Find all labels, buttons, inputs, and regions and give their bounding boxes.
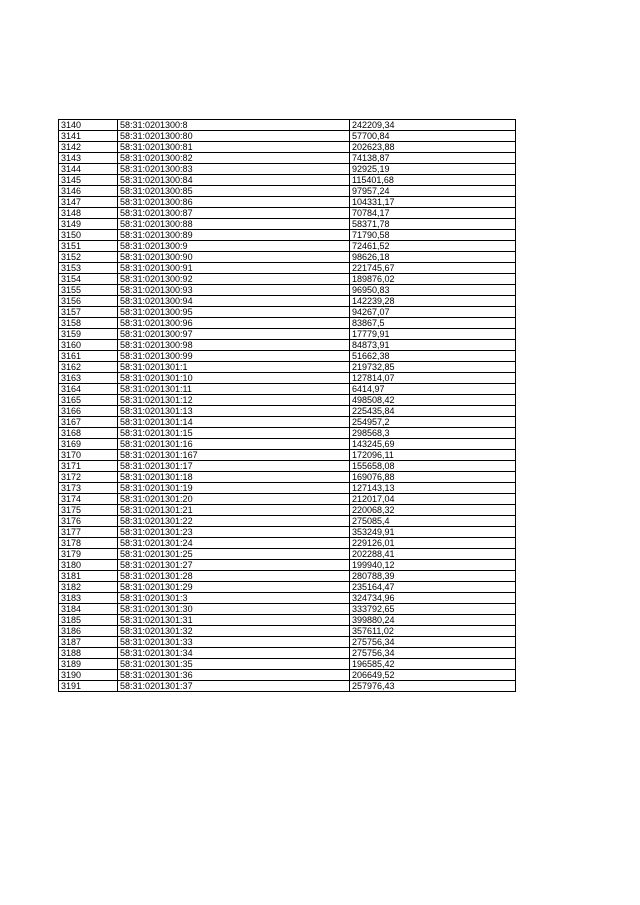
table-row [59, 362, 516, 373]
row-number-cell: 3180 [59, 560, 118, 571]
table-row [59, 208, 516, 219]
cadastral-number-cell: 58:31:0201300:86 [118, 197, 350, 208]
table-row [59, 186, 516, 197]
row-number-cell: 3177 [59, 527, 118, 538]
row-number-cell: 3181 [59, 571, 118, 582]
table-row [59, 560, 516, 571]
value-cell: 127143,13 [350, 483, 516, 494]
row-number-cell: 3185 [59, 615, 118, 626]
row-number-cell: 3155 [59, 285, 118, 296]
cadastral-number-cell: 58:31:0201301:35 [118, 659, 350, 670]
table-row [59, 505, 516, 516]
value-cell: 220068,32 [350, 505, 516, 516]
cadastral-number-cell: 58:31:0201300:93 [118, 285, 350, 296]
row-number-cell: 3179 [59, 549, 118, 560]
cadastral-number-cell: 58:31:0201300:85 [118, 186, 350, 197]
table-row [59, 494, 516, 505]
table-row [59, 307, 516, 318]
cadastral-number-cell: 58:31:0201301:23 [118, 527, 350, 538]
row-number-cell: 3150 [59, 230, 118, 241]
table-row [59, 395, 516, 406]
row-number-cell: 3183 [59, 593, 118, 604]
row-number-cell: 3164 [59, 384, 118, 395]
table-row [59, 351, 516, 362]
value-cell: 357611,02 [350, 626, 516, 637]
row-number-cell: 3141 [59, 131, 118, 142]
table-row [59, 142, 516, 153]
row-number-cell: 3148 [59, 208, 118, 219]
table-row [59, 131, 516, 142]
row-number-cell: 3168 [59, 428, 118, 439]
cadastral-number-cell: 58:31:0201300:96 [118, 318, 350, 329]
value-cell: 298568,3 [350, 428, 516, 439]
cadastral-number-cell: 58:31:0201300:87 [118, 208, 350, 219]
value-cell: 172096,11 [350, 450, 516, 461]
row-number-cell: 3163 [59, 373, 118, 384]
table-row [59, 164, 516, 175]
row-number-cell: 3175 [59, 505, 118, 516]
value-cell: 97957,24 [350, 186, 516, 197]
table-row [59, 626, 516, 637]
cadastral-number-cell: 58:31:0201301:17 [118, 461, 350, 472]
cadastral-number-cell: 58:31:0201301:20 [118, 494, 350, 505]
table-row [59, 527, 516, 538]
value-cell: 72461,52 [350, 241, 516, 252]
table-row [59, 604, 516, 615]
row-number-cell: 3173 [59, 483, 118, 494]
value-cell: 70784,17 [350, 208, 516, 219]
cadastral-number-cell: 58:31:0201301:3 [118, 593, 350, 604]
table-row [59, 483, 516, 494]
row-number-cell: 3154 [59, 274, 118, 285]
row-number-cell: 3144 [59, 164, 118, 175]
value-cell: 221745,67 [350, 263, 516, 274]
table-row [59, 538, 516, 549]
value-cell: 199940,12 [350, 560, 516, 571]
row-number-cell: 3176 [59, 516, 118, 527]
table-row [59, 241, 516, 252]
table-row [59, 230, 516, 241]
cadastral-number-cell: 58:31:0201301:15 [118, 428, 350, 439]
row-number-cell: 3157 [59, 307, 118, 318]
cadastral-number-cell: 58:31:0201301:33 [118, 637, 350, 648]
cadastral-number-cell: 58:31:0201301:30 [118, 604, 350, 615]
cadastral-number-cell: 58:31:0201301:12 [118, 395, 350, 406]
value-cell: 115401,68 [350, 175, 516, 186]
cadastral-number-cell: 58:31:0201301:19 [118, 483, 350, 494]
row-number-cell: 3187 [59, 637, 118, 648]
cadastral-number-cell: 58:31:0201301:11 [118, 384, 350, 395]
value-cell: 229126,01 [350, 538, 516, 549]
table-row [59, 516, 516, 527]
table-row [59, 384, 516, 395]
value-cell: 96950,83 [350, 285, 516, 296]
data-table [58, 119, 516, 692]
table-row [59, 582, 516, 593]
table-row [59, 153, 516, 164]
cadastral-number-cell: 58:31:0201300:83 [118, 164, 350, 175]
cadastral-number-cell: 58:31:0201300:8 [118, 120, 350, 131]
value-cell: 92925,19 [350, 164, 516, 175]
row-number-cell: 3165 [59, 395, 118, 406]
table-row [59, 340, 516, 351]
cadastral-number-cell: 58:31:0201301:25 [118, 549, 350, 560]
value-cell: 196585,42 [350, 659, 516, 670]
cadastral-number-cell: 58:31:0201301:16 [118, 439, 350, 450]
table-row [59, 274, 516, 285]
table-row [59, 681, 516, 692]
value-cell: 275756,34 [350, 648, 516, 659]
row-number-cell: 3170 [59, 450, 118, 461]
cadastral-number-cell: 58:31:0201300:81 [118, 142, 350, 153]
value-cell: 94267,07 [350, 307, 516, 318]
value-cell: 324734,96 [350, 593, 516, 604]
value-cell: 219732,85 [350, 362, 516, 373]
cadastral-number-cell: 58:31:0201300:97 [118, 329, 350, 340]
value-cell: 169076,88 [350, 472, 516, 483]
table-row [59, 593, 516, 604]
value-cell: 98626,18 [350, 252, 516, 263]
row-number-cell: 3159 [59, 329, 118, 340]
row-number-cell: 3169 [59, 439, 118, 450]
table-row [59, 659, 516, 670]
table-row [59, 296, 516, 307]
row-number-cell: 3191 [59, 681, 118, 692]
table-row [59, 252, 516, 263]
cadastral-number-cell: 58:31:0201300:94 [118, 296, 350, 307]
row-number-cell: 3158 [59, 318, 118, 329]
value-cell: 143245,69 [350, 439, 516, 450]
row-number-cell: 3149 [59, 219, 118, 230]
table-row [59, 670, 516, 681]
table-row [59, 439, 516, 450]
value-cell: 275085,4 [350, 516, 516, 527]
table-body [59, 120, 516, 692]
cadastral-number-cell: 58:31:0201301:24 [118, 538, 350, 549]
table-row [59, 285, 516, 296]
table-row [59, 549, 516, 560]
value-cell: 127814,07 [350, 373, 516, 384]
cadastral-number-cell: 58:31:0201300:82 [118, 153, 350, 164]
value-cell: 83867,5 [350, 318, 516, 329]
cadastral-number-cell: 58:31:0201301:29 [118, 582, 350, 593]
table-row [59, 648, 516, 659]
table-row [59, 615, 516, 626]
value-cell: 353249,91 [350, 527, 516, 538]
cadastral-number-cell: 58:31:0201301:18 [118, 472, 350, 483]
row-number-cell: 3153 [59, 263, 118, 274]
row-number-cell: 3171 [59, 461, 118, 472]
value-cell: 275756,34 [350, 637, 516, 648]
value-cell: 142239,28 [350, 296, 516, 307]
cadastral-number-cell: 58:31:0201300:91 [118, 263, 350, 274]
row-number-cell: 3184 [59, 604, 118, 615]
value-cell: 257976,43 [350, 681, 516, 692]
value-cell: 189876,02 [350, 274, 516, 285]
cadastral-number-cell: 58:31:0201300:84 [118, 175, 350, 186]
value-cell: 202288,41 [350, 549, 516, 560]
value-cell: 74138,87 [350, 153, 516, 164]
cadastral-number-cell: 58:31:0201301:14 [118, 417, 350, 428]
row-number-cell: 3172 [59, 472, 118, 483]
cadastral-number-cell: 58:31:0201300:9 [118, 241, 350, 252]
row-number-cell: 3178 [59, 538, 118, 549]
row-number-cell: 3156 [59, 296, 118, 307]
cadastral-number-cell: 58:31:0201300:92 [118, 274, 350, 285]
value-cell: 6414,97 [350, 384, 516, 395]
cadastral-number-cell: 58:31:0201300:99 [118, 351, 350, 362]
cadastral-number-cell: 58:31:0201301:32 [118, 626, 350, 637]
cadastral-number-cell: 58:31:0201301:22 [118, 516, 350, 527]
value-cell: 212017,04 [350, 494, 516, 505]
row-number-cell: 3161 [59, 351, 118, 362]
value-cell: 242209,34 [350, 120, 516, 131]
table-row [59, 406, 516, 417]
row-number-cell: 3143 [59, 153, 118, 164]
value-cell: 155658,08 [350, 461, 516, 472]
cadastral-number-cell: 58:31:0201301:1 [118, 362, 350, 373]
table-row [59, 219, 516, 230]
cadastral-number-cell: 58:31:0201300:90 [118, 252, 350, 263]
value-cell: 235164,47 [350, 582, 516, 593]
table-row [59, 571, 516, 582]
value-cell: 84873,91 [350, 340, 516, 351]
cadastral-number-cell: 58:31:0201301:37 [118, 681, 350, 692]
row-number-cell: 3166 [59, 406, 118, 417]
cadastral-number-cell: 58:31:0201300:95 [118, 307, 350, 318]
cadastral-number-cell: 58:31:0201300:80 [118, 131, 350, 142]
row-number-cell: 3182 [59, 582, 118, 593]
value-cell: 104331,17 [350, 197, 516, 208]
row-number-cell: 3188 [59, 648, 118, 659]
table-row [59, 175, 516, 186]
cadastral-number-cell: 58:31:0201300:98 [118, 340, 350, 351]
row-number-cell: 3167 [59, 417, 118, 428]
value-cell: 399880,24 [350, 615, 516, 626]
value-cell: 206649,52 [350, 670, 516, 681]
value-cell: 202623,88 [350, 142, 516, 153]
value-cell: 58371,78 [350, 219, 516, 230]
table-row [59, 318, 516, 329]
cadastral-number-cell: 58:31:0201301:13 [118, 406, 350, 417]
table-row [59, 329, 516, 340]
table-row [59, 637, 516, 648]
row-number-cell: 3151 [59, 241, 118, 252]
table-row [59, 472, 516, 483]
row-number-cell: 3152 [59, 252, 118, 263]
table-row [59, 428, 516, 439]
row-number-cell: 3142 [59, 142, 118, 153]
row-number-cell: 3160 [59, 340, 118, 351]
value-cell: 225435,84 [350, 406, 516, 417]
cadastral-number-cell: 58:31:0201300:88 [118, 219, 350, 230]
value-cell: 333792,65 [350, 604, 516, 615]
table-row [59, 197, 516, 208]
cadastral-number-cell: 58:31:0201301:34 [118, 648, 350, 659]
value-cell: 280788,39 [350, 571, 516, 582]
row-number-cell: 3189 [59, 659, 118, 670]
value-cell: 254957,2 [350, 417, 516, 428]
cadastral-number-cell: 58:31:0201301:31 [118, 615, 350, 626]
row-number-cell: 3190 [59, 670, 118, 681]
row-number-cell: 3140 [59, 120, 118, 131]
value-cell: 51662,38 [350, 351, 516, 362]
table-row [59, 417, 516, 428]
row-number-cell: 3146 [59, 186, 118, 197]
cadastral-number-cell: 58:31:0201301:28 [118, 571, 350, 582]
row-number-cell: 3162 [59, 362, 118, 373]
value-cell: 71790,58 [350, 230, 516, 241]
row-number-cell: 3147 [59, 197, 118, 208]
cadastral-number-cell: 58:31:0201301:27 [118, 560, 350, 571]
cadastral-number-cell: 58:31:0201300:89 [118, 230, 350, 241]
cadastral-number-cell: 58:31:0201301:21 [118, 505, 350, 516]
row-number-cell: 3145 [59, 175, 118, 186]
table-row [59, 450, 516, 461]
row-number-cell: 3186 [59, 626, 118, 637]
cadastral-number-cell: 58:31:0201301:10 [118, 373, 350, 384]
table-row [59, 461, 516, 472]
row-number-cell: 3174 [59, 494, 118, 505]
value-cell: 17779,91 [350, 329, 516, 340]
cadastral-number-cell: 58:31:0201301:36 [118, 670, 350, 681]
value-cell: 498508,42 [350, 395, 516, 406]
cadastral-number-cell: 58:31:0201301:167 [118, 450, 350, 461]
value-cell: 57700,84 [350, 131, 516, 142]
table-row [59, 373, 516, 384]
table-row [59, 263, 516, 274]
table-row [59, 120, 516, 131]
